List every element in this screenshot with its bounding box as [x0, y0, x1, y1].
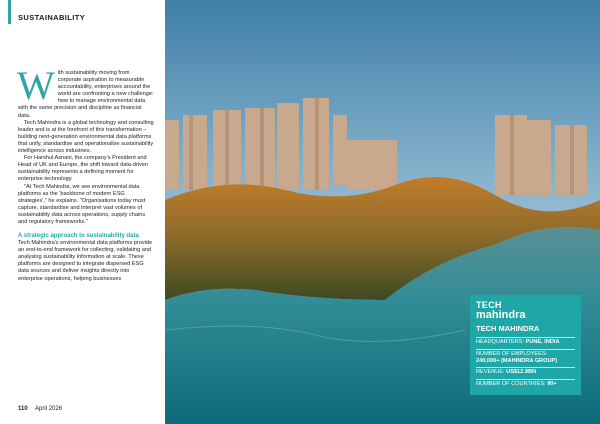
fact-revenue: REVENUE: US$12.9BN — [476, 367, 575, 376]
logo-text-mahindra: mahindra — [476, 309, 526, 321]
fact-employees: NUMBER OF EMPLOYEES: 240,000+ (MAHINDRA GROUP) — [476, 349, 575, 364]
paragraph-4: "At Tech Mahindra, we see environmental data platforms as the 'backbone of modern ESG strategies'," he explains. "Organisations today must capture, standardise and interpret vast volumes of sustainability data across operations, supply chains and regulatory frameworks." — [18, 183, 146, 225]
issue-date: April 2026 — [35, 406, 63, 412]
company-fact-box — [470, 295, 581, 395]
page-number: 110 — [18, 406, 28, 412]
logo-text-tech: TECH — [476, 300, 502, 310]
paragraph-2: Tech Mahindra is a global technology and consulting leader and is at the forefront of this transformation – building next-generation environmental data platforms that unify, standardise and operationalise sustainability intelligence across industries. — [18, 119, 154, 155]
company-name: TECH MAHINDRA — [476, 324, 540, 333]
section-title: SUSTAINABILITY — [18, 13, 86, 22]
paragraph-5: Tech Mahindra's environmental data platforms provide an end-to-end framework for collecting, validating and analysing sustainability information at scale. These platforms are designed to integrate dispersed ESG data sources and deliver insights directly into enterprise operations, helping businesses — [18, 240, 153, 282]
fact-headquarters: HEADQUARTERS: PUNE, INDIA — [476, 337, 575, 346]
text-column — [0, 0, 165, 424]
paragraph-1: ith sustainability moving from corporate aspiration to measurable accountability, enterprises around the world are confronting a new challenge: how to manage environmental data with the same precision and discipline as financial data. — [18, 70, 154, 119]
paragraph-3: For Harshul Asnani, the company's President and Head of UK and Europe, the shift toward data-driven sustainability represents a defining moment for enterprise technology. — [18, 155, 148, 183]
page-footer — [18, 406, 62, 412]
subheading: A strategic approach to sustainability data — [18, 233, 139, 240]
section-accent-bar — [8, 0, 11, 24]
drop-cap: W — [17, 63, 55, 108]
fact-countries: NUMBER OF COUNTRIES: 90+ — [476, 379, 575, 388]
article-body — [17, 63, 154, 283]
